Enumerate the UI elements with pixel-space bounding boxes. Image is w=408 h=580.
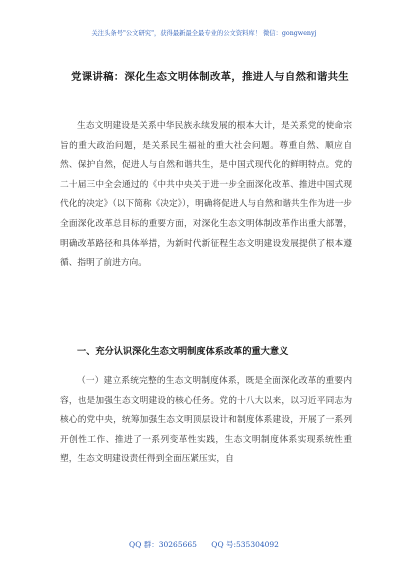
header-banner: 关注头条号"公文研究"，获得最新最全最专业的公文资料库！ 微信：gongwenyj [91, 30, 317, 37]
footer [0, 539, 408, 550]
section-heading-1: 一、充分认识深化生态文明制度体系改革的重大意义 [77, 346, 289, 357]
body-paragraph-2: （一）建立系统完整的生态文明制度体系，既是全面深化改革的重要内容，也是加强生态文明建设的核心任务。党的十八大以来，以习近平同志为核心的党中央，统筹加强生态文明顶层设计和制度体系建设，开展了一系列开创性工作、推进了一系列变革性实践，生态文明制度体系实现系统性重塑，生态文明建设责任得到全面压紧压实，自 [60, 376, 352, 465]
document-title: 党课讲稿：深化生态文明体制改革，推进人与自然和谐共生 [71, 71, 349, 83]
body-paragraph-1: 生态文明建设是关系中华民族永续发展的根本大计，是关系党的使命宗旨的重大政治问题，是关系民生福祉的重大社会问题。尊重自然、顺应自然、保护自然，促进人与自然和谐共生，是中国式现代化的鲜明特点。党的二十届三中全会通过的《中共中央关于进一步全面深化改革、推进中国式现代化的决定》（以下简称《决定》），明确将促进人与自然和谐共生作为进一步全面深化改革总目标的重要方面，对深化生态文明体制改革作出重大部署，明确改革路径和具体举措，为新时代新征程生态文明建设发展提供了根本遵循、指明了前进方向。 [60, 121, 352, 269]
footer-qq-number: QQ 号:535304092 [211, 540, 279, 549]
footer-qq-group: QQ 群：30265665 [129, 540, 197, 549]
